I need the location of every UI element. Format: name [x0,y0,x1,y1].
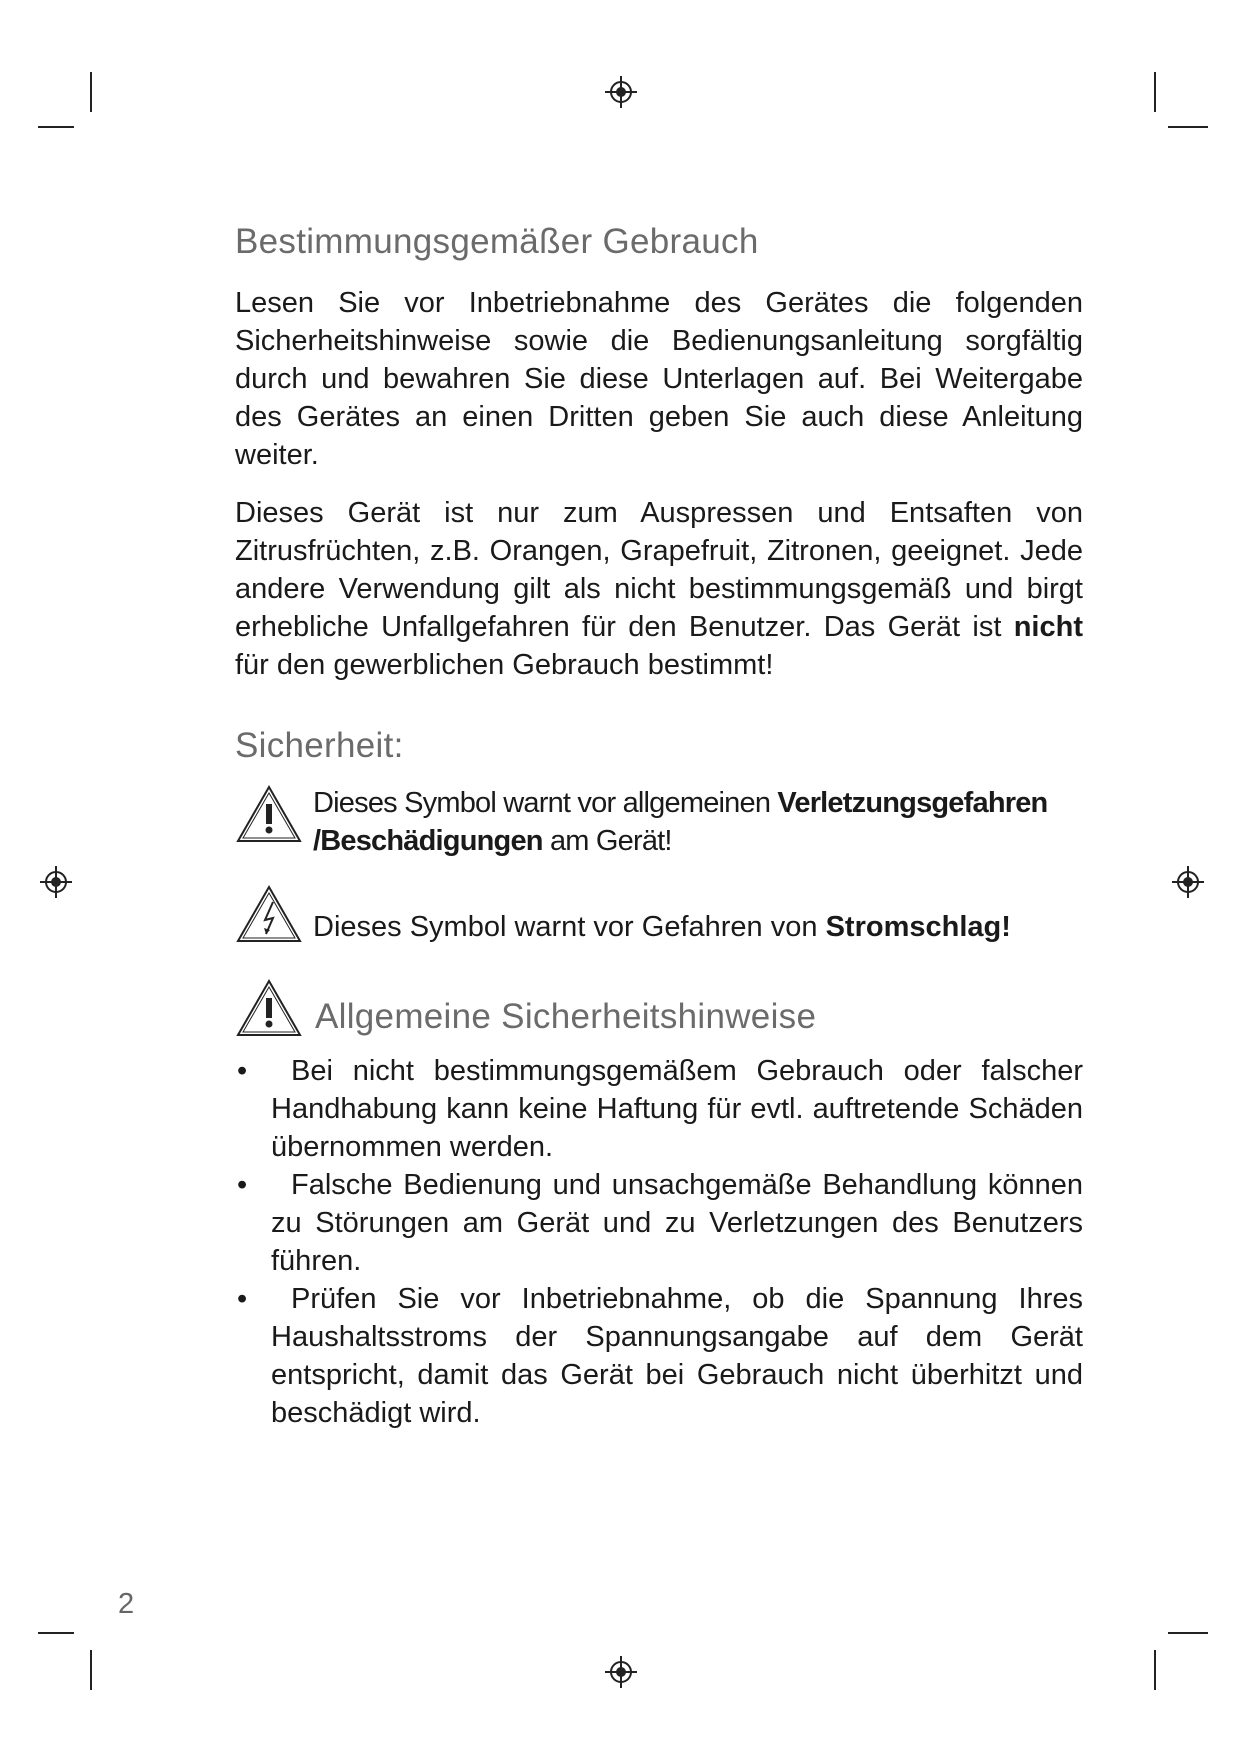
crop-mark [1154,72,1156,112]
crop-mark [38,1632,74,1634]
exclamation-warning-icon [235,978,303,1038]
warning-electric-text: Dieses Symbol warnt vor Gefahren von Stromschlag! [313,911,1011,943]
bullet-icon: • [237,1283,248,1315]
section-title-general: Allgemeine Sicherheitshinweise [315,997,817,1036]
safety-list [235,1052,1083,1432]
crop-mark [38,126,74,128]
warning-general [235,784,1083,860]
general-safety-heading [235,978,1083,1038]
crop-mark [90,1650,92,1690]
list-item: • Bei nicht bestimmungsgemäßem Gebrauch oder falscher Handhabung kann keine Haftung für evtl. auftretende Schäden übernommen werden. [235,1052,1083,1166]
list-item: • Prüfen Sie vor Inbetriebnahme, ob die Spannung Ihres Haushaltsstroms der Spannungsangabe auf dem Gerät entspricht, damit das Gerät bei Gebrauch nicht überhitzt und beschädigt wird. [235,1280,1083,1432]
page-content [235,222,1083,1432]
section-title-safety: Sicherheit: [235,726,404,765]
registration-mark-icon [40,866,72,898]
bullet-icon: • [237,1055,248,1087]
registration-mark-icon [605,76,637,108]
section-title-usage: Bestimmungsgemäßer Gebrauch [235,222,759,261]
crop-mark [1168,1632,1208,1634]
registration-mark-icon [1172,866,1204,898]
warning-electric [235,884,1083,946]
warning-general-text: Dieses Symbol warnt vor allgemeinen Verletzungsgefahren /Beschädigungen am Gerät! [313,787,1048,857]
crop-mark [90,72,92,112]
exclamation-warning-icon [235,784,303,844]
crop-mark [1168,126,1208,128]
registration-mark-icon [605,1656,637,1688]
lightning-warning-icon [235,884,303,944]
page-number: 2 [118,1588,135,1620]
usage-paragraph-2: Dieses Gerät ist nur zum Auspressen und Entsaften von Zitrusfrüchten, z.B. Orangen, Grapefruit, Zitronen, geeignet. Jede andere Verwendung gilt als nicht bestimmungsgemäß und birgt erhebliche Unfallgefahren für den Benutzer. Das Gerät ist nicht für den gewerblichen Gebrauch bestimmt! [235,497,1083,681]
crop-mark [1154,1650,1156,1690]
bullet-icon: • [237,1169,248,1201]
list-item: • Falsche Bedienung und unsachgemäße Behandlung können zu Störungen am Gerät und zu Verletzungen des Benutzers führen. [235,1166,1083,1280]
usage-paragraph-1: Lesen Sie vor Inbetriebnahme des Gerätes die folgenden Sicherheitshinweise sowie die Bedienungsanleitung sorgfältig durch und bewahren Sie diese Unterlagen auf. Bei Weitergabe des Gerätes an einen Dritten geben Sie auch diese Anleitung weiter. [235,287,1083,471]
